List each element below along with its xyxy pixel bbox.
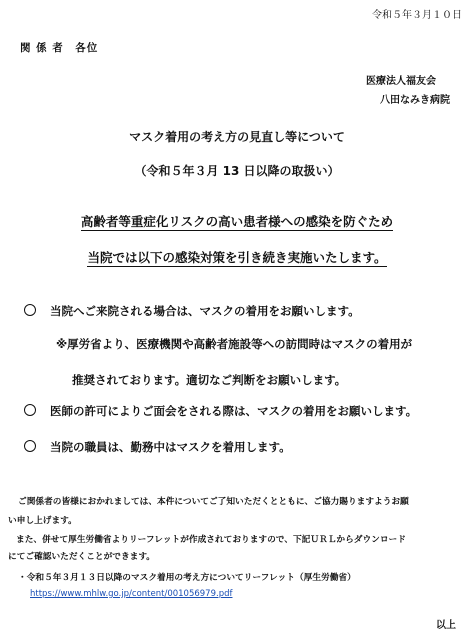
list-item	[24, 303, 360, 319]
closing-mark: 以上	[436, 620, 456, 631]
body-paragraph-1: ご関係者の皆様におかれましては、本件についてご了知いただくとともに、ご協力賜りますようお願	[18, 497, 409, 507]
organization-name: 医療法人福友会	[366, 76, 436, 87]
body-paragraph-2-cont: にてご確認いただくことができます。	[8, 552, 155, 562]
note-line-1: ※厚労省より、医療機関や高齢者施設等への訪問時はマスクの着用が	[56, 337, 413, 351]
list-item	[24, 403, 417, 419]
lead-line-1-text: 高齢者等重症化リスクの高い患者様への感染を防ぐため	[80, 214, 394, 229]
lead-line-2-text: 当院では以下の感染対策を引き続き実施いたします。	[87, 250, 387, 265]
note-line-2: 推奨されております。適切なご判断をお願いします。	[72, 373, 347, 387]
document-title: マスク着用の考え方の見直し等について	[129, 130, 345, 144]
leaflet-reference: ・令和５年３月１３日以降のマスク着用の考え方についてリーフレット（厚生労働省）	[18, 573, 356, 583]
circle-bullet-icon	[24, 440, 36, 452]
leaflet-link[interactable]: https://www.mhlw.go.jp/content/001056979.pdf	[30, 589, 233, 599]
hospital-name: 八田なみき病院	[380, 95, 450, 106]
circle-bullet-icon	[24, 404, 36, 416]
body-paragraph-1-cont: い申し上げます。	[8, 516, 77, 526]
recipient-line: 関 係 者 各位	[20, 42, 99, 54]
document-date: 令和５年３月１０日	[372, 10, 462, 21]
body-paragraph-2: また、併せて厚生労働省よりリーフレットが作成されておりますので、下記ＵＲＬからダウンロード	[16, 535, 406, 545]
list-item-text: 医師の許可によりご面会をされる際は、マスクの着用をお願いします。	[50, 404, 418, 418]
list-item-text: 当院へご来院される場合は、マスクの着用をお願いします。	[50, 304, 360, 318]
list-item	[24, 439, 291, 455]
lead-line-1	[0, 212, 474, 230]
lead-line-2	[0, 248, 474, 266]
circle-bullet-icon	[24, 304, 36, 316]
document-subtitle: （令和５年３月 13 日以降の取扱い）	[134, 164, 340, 178]
list-item-text: 当院の職員は、勤務中はマスクを着用します。	[50, 440, 291, 454]
